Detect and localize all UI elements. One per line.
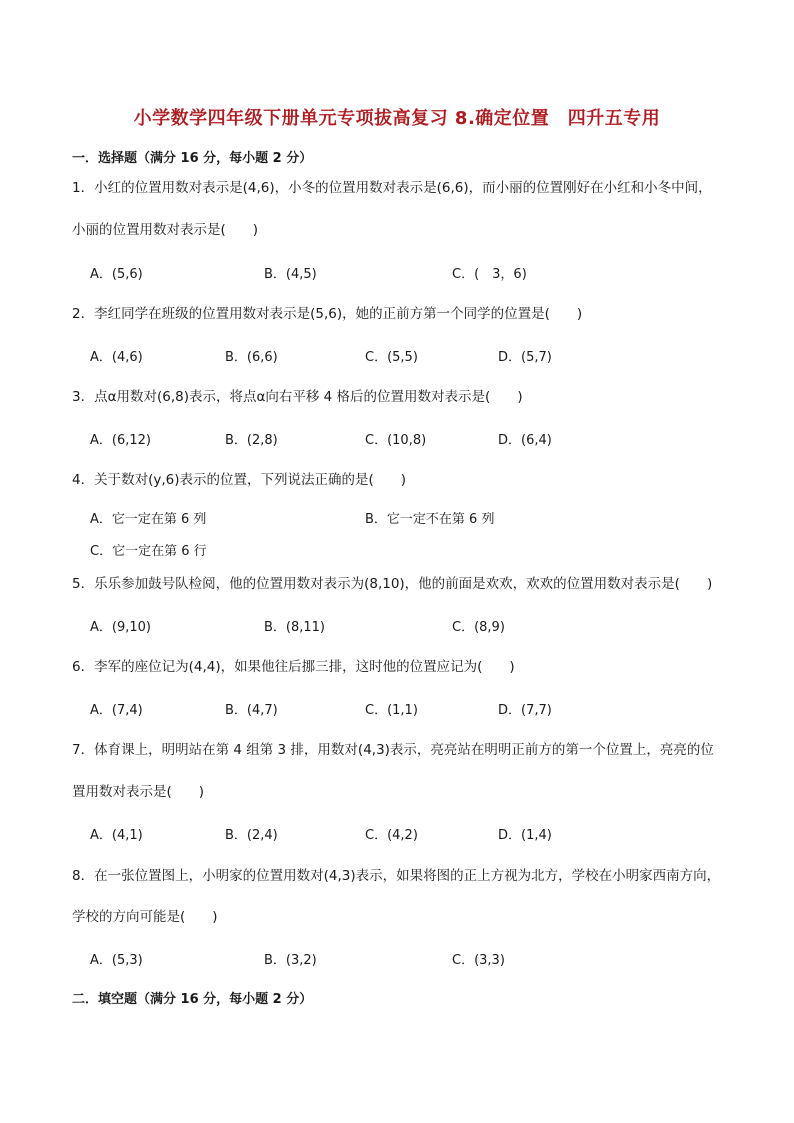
- option-b[interactable]: B．(4,5): [264, 267, 317, 282]
- option-b[interactable]: B．(4,7): [225, 703, 278, 718]
- option-a[interactable]: A．(4,1): [90, 828, 143, 843]
- option-a[interactable]: A．它一定在第 6 列: [90, 512, 207, 527]
- option-d[interactable]: D．(6,4): [498, 433, 552, 448]
- section-heading-choice: 一．选择题（满分 16 分，每小题 2 分）: [72, 151, 313, 166]
- option-c[interactable]: C．(1,1): [365, 703, 418, 718]
- document-title: 小学数学四年级下册单元专项拔高复习 8.确定位置 四升五专用: [133, 108, 661, 129]
- option-b[interactable]: B．(6,6): [225, 350, 278, 365]
- option-a[interactable]: A．(9,10): [90, 620, 151, 635]
- question-5-line-1: 5．乐乐参加鼓号队检阅，他的位置用数对表示为(8,10)，他的前面是欢欢，欢欢的位置用数对表示是( ): [72, 576, 713, 592]
- option-c[interactable]: C．(4,2): [365, 828, 418, 843]
- option-b[interactable]: B．(3,2): [264, 953, 317, 968]
- option-c[interactable]: C．( 3，6): [452, 267, 527, 282]
- question-4-line-1: 4．关于数对(y,6)表示的位置，下列说法正确的是( ): [72, 472, 407, 488]
- option-a[interactable]: A．(7,4): [90, 703, 143, 718]
- option-c[interactable]: C．(10,8): [365, 433, 427, 448]
- question-1-line-2: 小丽的位置用数对表示是( ): [72, 222, 259, 238]
- option-d[interactable]: D．(1,4): [498, 828, 552, 843]
- section-heading-fill-in: 二．填空题（满分 16 分，每小题 2 分）: [72, 992, 313, 1007]
- question-7-line-1: 7．体育课上，明明站在第 4 组第 3 排，用数对(4,3)表示，亮亮站在明明正前方的第一个位置上，亮亮的位: [72, 742, 714, 758]
- option-c[interactable]: C．它一定在第 6 行: [90, 544, 207, 559]
- question-7-line-2: 置用数对表示是( ): [72, 784, 205, 800]
- option-c[interactable]: C．(3,3): [452, 953, 505, 968]
- question-6-line-1: 6．李军的座位记为(4,4)，如果他往后挪三排，这时他的位置应记为( ): [72, 659, 515, 675]
- question-3-line-1: 3．点α用数对(6,8)表示，将点α向右平移 4 格后的位置用数对表示是( ): [72, 389, 523, 405]
- option-b[interactable]: B．它一定不在第 6 列: [365, 512, 495, 527]
- option-a[interactable]: A．(5,3): [90, 953, 143, 968]
- option-b[interactable]: B．(8,11): [264, 620, 326, 635]
- option-a[interactable]: A．(6,12): [90, 433, 151, 448]
- question-2-line-1: 2．李红同学在班级的位置用数对表示是(5,6)，她的正前方第一个同学的位置是( ): [72, 306, 583, 322]
- option-b[interactable]: B．(2,4): [225, 828, 278, 843]
- question-1-line-1: 1．小红的位置用数对表示是(4,6)，小冬的位置用数对表示是(6,6)，而小丽的位置刚好在小红和小冬中间，: [72, 180, 712, 196]
- question-8-line-1: 8．在一张位置图上，小明家的位置用数对(4,3)表示，如果将图的正上方视为北方，学校在小明家西南方向，: [72, 868, 721, 884]
- option-c[interactable]: C．(8,9): [452, 620, 505, 635]
- option-b[interactable]: B．(2,8): [225, 433, 278, 448]
- option-a[interactable]: A．(4,6): [90, 350, 143, 365]
- question-8-line-2: 学校的方向可能是( ): [72, 909, 218, 925]
- option-d[interactable]: D．(5,7): [498, 350, 552, 365]
- option-c[interactable]: C．(5,5): [365, 350, 418, 365]
- option-d[interactable]: D．(7,7): [498, 703, 552, 718]
- option-a[interactable]: A．(5,6): [90, 267, 143, 282]
